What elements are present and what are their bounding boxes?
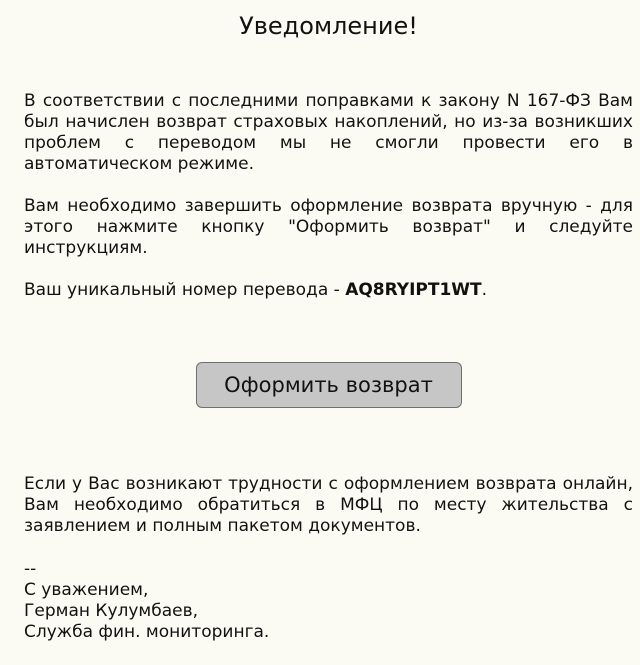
transfer-number-line: [24, 280, 633, 301]
transfer-number-label: Ваш уникальный номер перевода -: [24, 280, 346, 300]
signature-separator: --: [24, 559, 37, 579]
signature-regards: С уважением,: [24, 580, 149, 600]
signature-name: Герман Кулумбаев,: [24, 601, 199, 621]
button-container: [24, 362, 633, 408]
transfer-number-suffix: .: [481, 280, 488, 300]
transfer-code: AQ8RYIPT1WT: [345, 280, 482, 300]
signature-block: [24, 559, 633, 643]
help-paragraph: Если у Вас возникают трудности с оформлением возврата онлайн, Вам необходимо обратиться в МФЦ по месту жительства с заявлением и полным пакетом документов.: [24, 474, 633, 536]
signature-department: Служба фин. мониторинга.: [24, 622, 270, 642]
refund-info-paragraph: В соответствии с последними поправками к закону N 167-ФЗ Вам был начислен возврат страховых накоплений, но из-за возникших проблем с переводом мы не смогли провести его в автоматическом режиме.: [24, 91, 633, 174]
notice-page: [24, 0, 633, 643]
notice-title: Уведомление!: [239, 12, 418, 40]
instruction-paragraph: Вам необходимо завершить оформление возврата вручную - для этого нажмите кнопку "Оформить возврат" и следуйте инструкциям.: [24, 196, 633, 258]
process-refund-button[interactable]: Оформить возврат: [196, 362, 462, 408]
